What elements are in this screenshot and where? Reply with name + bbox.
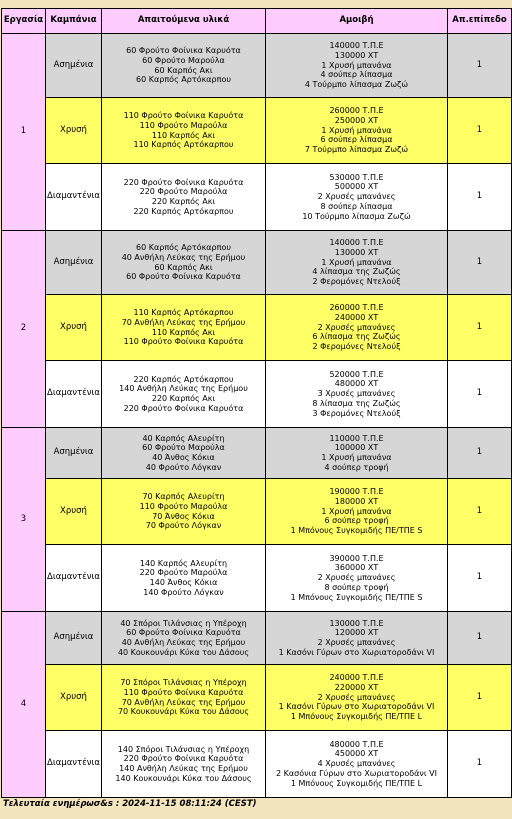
- material-line: 70 Φρούτο Λόγκαν: [145, 521, 222, 531]
- material-line: 60 Καρπός Αρτόκαρπου: [136, 243, 231, 253]
- reward-cell: [266, 612, 448, 665]
- reward-line: 140000 Τ.Π.Ε: [329, 238, 384, 248]
- material-line: 110 Φρούτο Μαρούλα: [139, 120, 228, 130]
- material-line: 70 Καρπός Αλευρίτη: [142, 492, 225, 502]
- reward-line: 2 Χρυσές μπανάνες: [317, 638, 396, 647]
- material-line: 220 Καρπός Ακι: [151, 394, 216, 403]
- material-line: 40 Φρούτο Λόγκαν: [145, 462, 222, 472]
- materials-cell: [102, 361, 266, 428]
- quest-row: [2, 428, 512, 479]
- reward-line: 4 λίπασμα της Ζωζώς: [312, 267, 401, 277]
- reward-cell: [266, 731, 448, 798]
- reward-line: 1 Χρυσή μπανάνα: [321, 257, 392, 267]
- material-line: 70 Ανθήλη Λεύκας της Ερήμου: [121, 317, 246, 327]
- material-line: 70 Άνθος Κόκια: [152, 511, 215, 521]
- reward-line: 480000 ΧΤ: [334, 379, 379, 389]
- reward-line: 2 Φερομόνες Ντελούξ: [312, 277, 401, 287]
- material-line: 60 Καρπός Ακι: [154, 262, 213, 272]
- materials-cell: [102, 295, 266, 361]
- campaign-cell: Διαμαντένια: [46, 545, 102, 612]
- reward-line: 8 σούπερ τροφή: [324, 582, 389, 592]
- reward-line: 1 Κασόνι Γύρων στο Χωριατοροδάνι VI: [278, 647, 435, 657]
- campaign-cell: Ασημένια: [46, 34, 102, 98]
- material-line: 110 Φρούτο Φοίνικα Καρυότα: [123, 687, 244, 697]
- quest-row: [2, 164, 512, 231]
- material-line: 70 Ανθήλη Λεύκας της Ερήμου: [121, 697, 246, 707]
- reward-line: 1 Χρυσή μπανάνα: [321, 60, 392, 70]
- reward-line: 260000 Τ.Π.Ε: [329, 106, 384, 116]
- campaign-cell: Ασημένια: [46, 428, 102, 479]
- campaign-cell: Διαμαντένια: [46, 361, 102, 428]
- reward-line: 130000 ΧΤ: [334, 247, 379, 257]
- campaign-cell: Διαμαντένια: [46, 164, 102, 231]
- reward-line: 1 Μπόνους Συγκομιδής ΠΕ/ΤΠΕ S: [290, 592, 423, 602]
- reward-line: 120000 ΧΤ: [334, 628, 379, 638]
- reward-cell: [266, 428, 448, 479]
- task-number: 3: [2, 428, 46, 612]
- reward-line: 1 Χρυσή μπανάνα: [321, 125, 392, 135]
- header-level: Απ.επίπεδο: [448, 9, 512, 34]
- material-line: 140 Σπόροι Τιλάνσιας η Υπέροχη: [117, 744, 250, 754]
- header-task: Εργασία: [2, 9, 46, 34]
- reward-line: 2 Χρυσές μπανάνες: [317, 573, 396, 583]
- campaign-cell: Ασημένια: [46, 612, 102, 665]
- material-line: 220 Φρούτο Φοίνικα Καρυότα: [123, 403, 244, 413]
- level-cell: 1: [448, 479, 512, 545]
- reward-cell: [266, 545, 448, 612]
- reward-cell: [266, 479, 448, 545]
- material-line: 140 Άνθος Κόκια: [149, 578, 218, 587]
- quest-row: [2, 98, 512, 164]
- header-row: [2, 9, 512, 34]
- material-line: 60 Καρπός Ακι: [154, 65, 213, 75]
- reward-line: 260000 Τ.Π.Ε: [329, 303, 384, 313]
- last-updated-footer: Τελευταία ενημέρωσ&s : 2024-11-15 08:11:24 (CEST): [3, 799, 257, 809]
- quest-row: [2, 361, 512, 428]
- material-line: 70 Σπόροι Τιλάνσιας η Υπέροχη: [120, 678, 247, 688]
- reward-line: 130000 Τ.Π.Ε: [329, 618, 384, 628]
- material-line: 110 Φρούτο Φοίνικα Καρυότα: [123, 337, 244, 347]
- level-cell: 1: [448, 34, 512, 98]
- reward-cell: [266, 164, 448, 231]
- material-line: 60 Φρούτο Φοίνικα Καρυότα: [126, 628, 241, 638]
- material-line: 140 Ανθήλη Λεύκας της Ερήμου: [119, 384, 248, 394]
- task-number: 4: [2, 612, 46, 798]
- level-cell: 1: [448, 731, 512, 798]
- reward-line: 480000 Τ.Π.Ε: [329, 739, 384, 749]
- campaign-cell: Χρυσή: [46, 98, 102, 164]
- campaign-cell: Χρυσή: [46, 665, 102, 731]
- reward-line: 3 Φερομόνες Ντελούξ: [312, 408, 401, 418]
- material-line: 220 Φρούτο Φοίνικα Καρυότα: [123, 754, 244, 764]
- material-line: 110 Καρπός Αρτόκαρπου: [133, 140, 234, 150]
- reward-line: 6 σούπερ λίπασμα: [320, 135, 393, 145]
- material-line: 110 Καρπός Αρτόκαρπου: [133, 308, 234, 318]
- reward-line: 240000 ΧΤ: [334, 312, 379, 322]
- reward-line: 500000 ΧΤ: [334, 182, 379, 192]
- reward-line: 180000 ΧΤ: [334, 496, 379, 506]
- materials-cell: [102, 479, 266, 545]
- material-line: 140 Φρούτο Λόγκαν: [143, 587, 224, 597]
- materials-cell: [102, 231, 266, 295]
- campaign-cell: Ασημένια: [46, 231, 102, 295]
- level-cell: 1: [448, 98, 512, 164]
- reward-line: 4 σούπερ τροφή: [324, 462, 389, 472]
- quest-row: [2, 545, 512, 612]
- reward-line: 1 Χρυσή μπανάνα: [321, 453, 392, 462]
- materials-cell: [102, 34, 266, 98]
- quest-row: [2, 295, 512, 361]
- material-line: 220 Καρπός Αρτόκαρπου: [133, 206, 234, 216]
- header-materials: Απαιτούμενα υλικά: [102, 9, 266, 34]
- material-line: 40 Ανθήλη Λεύκας της Ερήμου: [121, 252, 246, 262]
- reward-cell: [266, 98, 448, 164]
- quest-row: [2, 612, 512, 665]
- reward-line: 140000 Τ.Π.Ε: [329, 41, 384, 51]
- reward-cell: [266, 361, 448, 428]
- header-reward: Αμοιβή: [266, 9, 448, 34]
- quest-row: [2, 479, 512, 545]
- quest-row: [2, 731, 512, 798]
- level-cell: 1: [448, 361, 512, 428]
- material-line: 110 Καρπός Ακι: [151, 130, 216, 140]
- reward-cell: [266, 34, 448, 98]
- material-line: 220 Φρούτο Μαρούλα: [139, 187, 228, 197]
- level-cell: 1: [448, 428, 512, 479]
- material-line: 60 Φρούτο Μαρούλα: [142, 443, 225, 453]
- reward-line: 1 Μπόνους Συγκομιδής ΠΕ/ΤΠΕ S: [290, 526, 423, 536]
- reward-line: 2 Φερομόνες Ντελούξ: [312, 342, 401, 352]
- reward-line: 1 Μπόνους Συγκομιδής ΠΕ/ΤΠΕ L: [290, 712, 423, 722]
- material-line: 220 Καρπός Ακι: [151, 197, 216, 206]
- reward-line: 1 Κασόνι Γύρων στο Χωριατοροδάνι VI: [278, 702, 435, 712]
- reward-line: 450000 ΧΤ: [334, 749, 379, 759]
- material-line: 110 Καρπός Ακι: [151, 327, 216, 337]
- task-number: 2: [2, 231, 46, 428]
- material-line: 60 Φρούτο Φοίνικα Καρυότα: [126, 272, 241, 282]
- reward-line: 110000 Τ.Π.Ε: [329, 433, 384, 443]
- reward-line: 1 Μπόνους Συγκομιδής ΠΕ/ΤΠΕ L: [290, 778, 423, 788]
- level-cell: 1: [448, 164, 512, 231]
- material-line: 110 Φρούτο Μαρούλα: [139, 501, 228, 511]
- reward-line: 2 Χρυσές μπανάνες: [317, 192, 396, 202]
- reward-line: 4 Χρυσές μπανάνες: [317, 759, 396, 769]
- material-line: 40 Κουκουνάρι Κύκα του Δάσους: [117, 647, 250, 657]
- reward-line: 8 λίπασμα της Ζωζώς: [312, 398, 401, 408]
- level-cell: 1: [448, 612, 512, 665]
- level-cell: 1: [448, 231, 512, 295]
- reward-line: 2 Χρυσές μπανάνες: [317, 322, 396, 332]
- material-line: 60 Φρούτο Μαρούλα: [142, 55, 225, 65]
- reward-line: 520000 Τ.Π.Ε: [329, 369, 384, 379]
- campaign-cell: Διαμαντένια: [46, 731, 102, 798]
- level-cell: 1: [448, 545, 512, 612]
- material-line: 60 Καρπός Αρτόκαρπου: [136, 75, 231, 85]
- materials-cell: [102, 98, 266, 164]
- material-line: 60 Φρούτο Φοίνικα Καρυότα: [126, 46, 241, 56]
- material-line: 40 Σπόροι Τιλάνσιας η Υπέροχη: [120, 618, 247, 628]
- material-line: 70 Κουκουνάρι Κύκα του Δάσους: [117, 707, 250, 717]
- level-cell: 1: [448, 295, 512, 361]
- materials-cell: [102, 545, 266, 612]
- reward-cell: [266, 665, 448, 731]
- campaign-cell: Χρυσή: [46, 479, 102, 545]
- material-line: 140 Κουκουνάρι Κύκα του Δάσους: [115, 773, 252, 783]
- reward-line: 250000 ΧΤ: [334, 115, 379, 125]
- quest-row: [2, 34, 512, 98]
- reward-line: 2 Κασόνια Γύρων στο Χωριατοροδάνι VI: [276, 768, 437, 778]
- materials-cell: [102, 164, 266, 231]
- campaign-cell: Χρυσή: [46, 295, 102, 361]
- reward-line: 7 Τούρμπο λίπασμα Ζωζώ: [304, 145, 409, 155]
- materials-cell: [102, 731, 266, 798]
- reward-line: 4 σούπερ λίπασμα: [320, 70, 393, 80]
- material-line: 40 Καρπός Αλευρίτη: [142, 433, 225, 443]
- reward-line: 10 Τούρμπο λίπασμα Ζωζώ: [302, 211, 411, 221]
- quest-row: [2, 665, 512, 731]
- task-number: 1: [2, 34, 46, 231]
- material-line: 220 Φρούτο Μαρούλα: [139, 568, 228, 578]
- material-line: 140 Καρπός Αλευρίτη: [139, 558, 228, 568]
- reward-line: 390000 Τ.Π.Ε: [329, 553, 384, 563]
- reward-line: 360000 ΧΤ: [334, 563, 379, 573]
- reward-line: 1 Χρυσή μπανάνα: [321, 506, 392, 516]
- material-line: 40 Άνθος Κόκια: [152, 453, 215, 462]
- reward-line: 100000 ΧΤ: [334, 443, 379, 453]
- quest-table: [1, 8, 512, 798]
- material-line: 40 Ανθήλη Λεύκας της Ερήμου: [121, 638, 246, 647]
- header-campaign: Καμπάνια: [46, 9, 102, 34]
- materials-cell: [102, 665, 266, 731]
- reward-cell: [266, 295, 448, 361]
- reward-line: 6 σούπερ τροφή: [324, 516, 389, 526]
- reward-cell: [266, 231, 448, 295]
- quest-table-body: [2, 34, 512, 798]
- quest-row: [2, 231, 512, 295]
- materials-cell: [102, 428, 266, 479]
- reward-line: 3 Χρυσές μπανάνες: [317, 389, 396, 399]
- reward-line: 240000 Τ.Π.Ε: [329, 673, 384, 683]
- materials-cell: [102, 612, 266, 665]
- reward-line: 130000 ΧΤ: [334, 50, 379, 60]
- reward-line: 8 σούπερ λίπασμα: [320, 201, 393, 211]
- material-line: 110 Φρούτο Φοίνικα Καρυότα: [123, 111, 244, 121]
- reward-line: 220000 ΧΤ: [334, 682, 379, 692]
- reward-line: 6 λίπασμα της Ζωζώς: [312, 332, 401, 342]
- level-cell: 1: [448, 665, 512, 731]
- reward-line: 190000 Τ.Π.Ε: [329, 487, 384, 497]
- reward-line: 2 Χρυσές μπανάνες: [317, 692, 396, 702]
- material-line: 220 Καρπός Αρτόκαρπου: [133, 374, 234, 384]
- reward-line: 4 Τούρμπο λίπασμα Ζωζώ: [304, 80, 409, 90]
- material-line: 140 Ανθήλη Λεύκας της Ερήμου: [119, 764, 248, 773]
- reward-line: 530000 Τ.Π.Ε: [329, 172, 384, 182]
- material-line: 220 Φρούτο Φοίνικα Καρυότα: [123, 177, 244, 187]
